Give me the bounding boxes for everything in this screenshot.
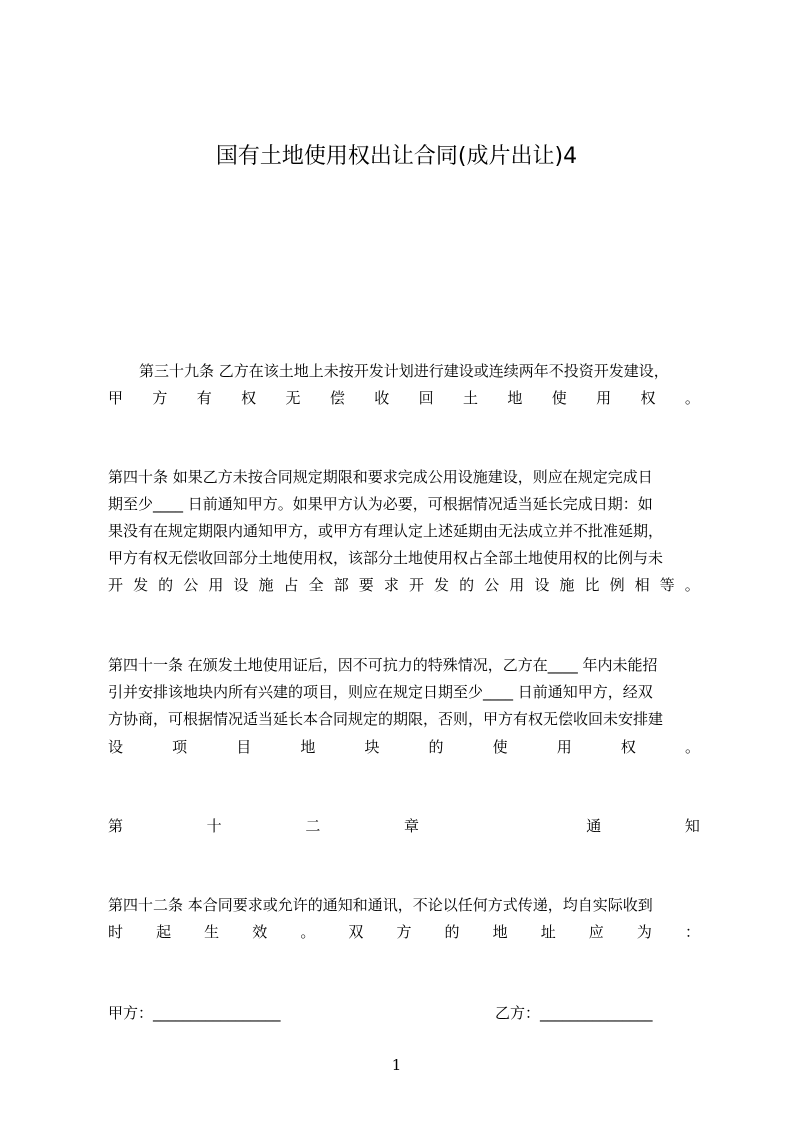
justified-char: 效 bbox=[252, 923, 268, 941]
justified-char: 等 bbox=[659, 576, 675, 594]
justified-char: 部 bbox=[333, 576, 349, 594]
party-b-address: 乙方：_______________ bbox=[495, 1004, 653, 1022]
article-40-line-4: 甲方有权无偿收回部分土地使用权，该部分土地使用权占全部土地使用权的比例与未 bbox=[108, 549, 664, 567]
article-40-line-2: 期至少____ 日前通知甲方。如果甲方认为必要，可根据情况适当延长完成日期：如 bbox=[108, 495, 653, 513]
justified-char: 第 bbox=[108, 817, 124, 835]
justified-char: 知 bbox=[684, 817, 700, 835]
justified-char: 目 bbox=[236, 738, 252, 756]
justified-char: 应 bbox=[588, 923, 604, 941]
justified-char: 起 bbox=[156, 923, 172, 941]
justified-char: 施 bbox=[258, 576, 274, 594]
justified-char: 二 bbox=[305, 817, 321, 835]
justified-char: 发 bbox=[133, 576, 149, 594]
article-42-line-1: 第四十二条 本合同要求或允许的通知和通讯，不论以任何方式传递，均自实际收到 bbox=[108, 896, 653, 914]
justified-char: 块 bbox=[364, 738, 380, 756]
article-40-line-5 bbox=[108, 572, 700, 598]
justified-char: 开 bbox=[108, 576, 124, 594]
justified-char: 用 bbox=[596, 389, 612, 407]
justified-char: 用 bbox=[556, 738, 572, 756]
justified-char: 设 bbox=[534, 576, 550, 594]
justified-char: 要 bbox=[358, 576, 374, 594]
justified-char: 地 bbox=[492, 923, 508, 941]
article-39-line-1: 第三十九条 乙方在该土地上未按开发计划进行建设或连续两年不投资开发建设， bbox=[139, 362, 669, 380]
justified-char: 收 bbox=[374, 389, 390, 407]
justified-char: 项 bbox=[172, 738, 188, 756]
justified-char: 权 bbox=[620, 738, 636, 756]
justified-char: 甲 bbox=[108, 389, 124, 407]
justified-char: 公 bbox=[183, 576, 199, 594]
document-title: 国有土地使用权出让合同(成片出让)4 bbox=[215, 144, 578, 169]
justified-char: 地 bbox=[507, 389, 523, 407]
justified-char: 偿 bbox=[329, 389, 345, 407]
justified-char: 使 bbox=[492, 738, 508, 756]
justified-char: 设 bbox=[233, 576, 249, 594]
justified-char: 。 bbox=[684, 738, 700, 756]
article-39-line-2 bbox=[108, 385, 700, 411]
justified-char: 施 bbox=[559, 576, 575, 594]
justified-char: 全 bbox=[308, 576, 324, 594]
justified-char: 发 bbox=[434, 576, 450, 594]
justified-char: 回 bbox=[418, 389, 434, 407]
justified-char: 公 bbox=[484, 576, 500, 594]
justified-char: 方 bbox=[152, 389, 168, 407]
justified-char: 有 bbox=[196, 389, 212, 407]
justified-char: 址 bbox=[540, 923, 556, 941]
justified-char: 双 bbox=[348, 923, 364, 941]
article-40-line-3: 果没有在规定期限内通知甲方，或甲方有理认定上述延期由无法成立并不批准延期， bbox=[108, 522, 664, 540]
page-number: 1 bbox=[391, 1056, 402, 1074]
justified-char: 权 bbox=[241, 389, 257, 407]
justified-char: 用 bbox=[208, 576, 224, 594]
justified-char: 例 bbox=[609, 576, 625, 594]
article-41-line-3: 方协商，可根据情况适当延长本合同规定的期限，否则，甲方有权无偿收回未安排建 bbox=[108, 710, 664, 728]
justified-char: 用 bbox=[509, 576, 525, 594]
justified-char: 土 bbox=[463, 389, 479, 407]
justified-char: 通 bbox=[586, 817, 602, 835]
justified-char: 时 bbox=[108, 923, 124, 941]
justified-char: 比 bbox=[584, 576, 600, 594]
justified-char: 为 bbox=[636, 923, 652, 941]
justified-char: 生 bbox=[204, 923, 220, 941]
justified-char: 使 bbox=[551, 389, 567, 407]
justified-char: 。 bbox=[300, 923, 316, 941]
justified-char: 相 bbox=[634, 576, 650, 594]
justified-char: 的 bbox=[428, 738, 444, 756]
article-40-line-1: 第四十条 如果乙方未按合同规定期限和要求完成公用设施建设，则应在规定完成日 bbox=[108, 468, 653, 486]
justified-char: 的 bbox=[459, 576, 475, 594]
chapter-12-heading bbox=[108, 813, 700, 839]
justified-char: 的 bbox=[158, 576, 174, 594]
justified-char: 。 bbox=[684, 576, 700, 594]
justified-char: 方 bbox=[396, 923, 412, 941]
justified-char: 的 bbox=[444, 923, 460, 941]
justified-char: 十 bbox=[206, 817, 222, 835]
article-42-line-2 bbox=[108, 919, 700, 945]
justified-char: 占 bbox=[283, 576, 299, 594]
justified-char: 设 bbox=[108, 738, 124, 756]
justified-char: 无 bbox=[285, 389, 301, 407]
article-41-line-1: 第四十一条 在颁发土地使用证后，因不可抗力的特殊情况，乙方在____ 年内未能招 bbox=[108, 656, 658, 674]
party-a-address: 甲方：_________________ bbox=[108, 1004, 281, 1022]
justified-char: 求 bbox=[383, 576, 399, 594]
article-41-line-4 bbox=[108, 734, 700, 760]
justified-char: 权 bbox=[640, 389, 656, 407]
article-41-line-2: 引并安排该地块内所有兴建的项目，则应在规定日期至少____ 日前通知甲方，经双 bbox=[108, 683, 653, 701]
justified-char: 开 bbox=[408, 576, 424, 594]
justified-char: 。 bbox=[684, 389, 700, 407]
justified-char: 地 bbox=[300, 738, 316, 756]
justified-char: 章 bbox=[403, 817, 419, 835]
justified-char: ： bbox=[684, 923, 700, 941]
